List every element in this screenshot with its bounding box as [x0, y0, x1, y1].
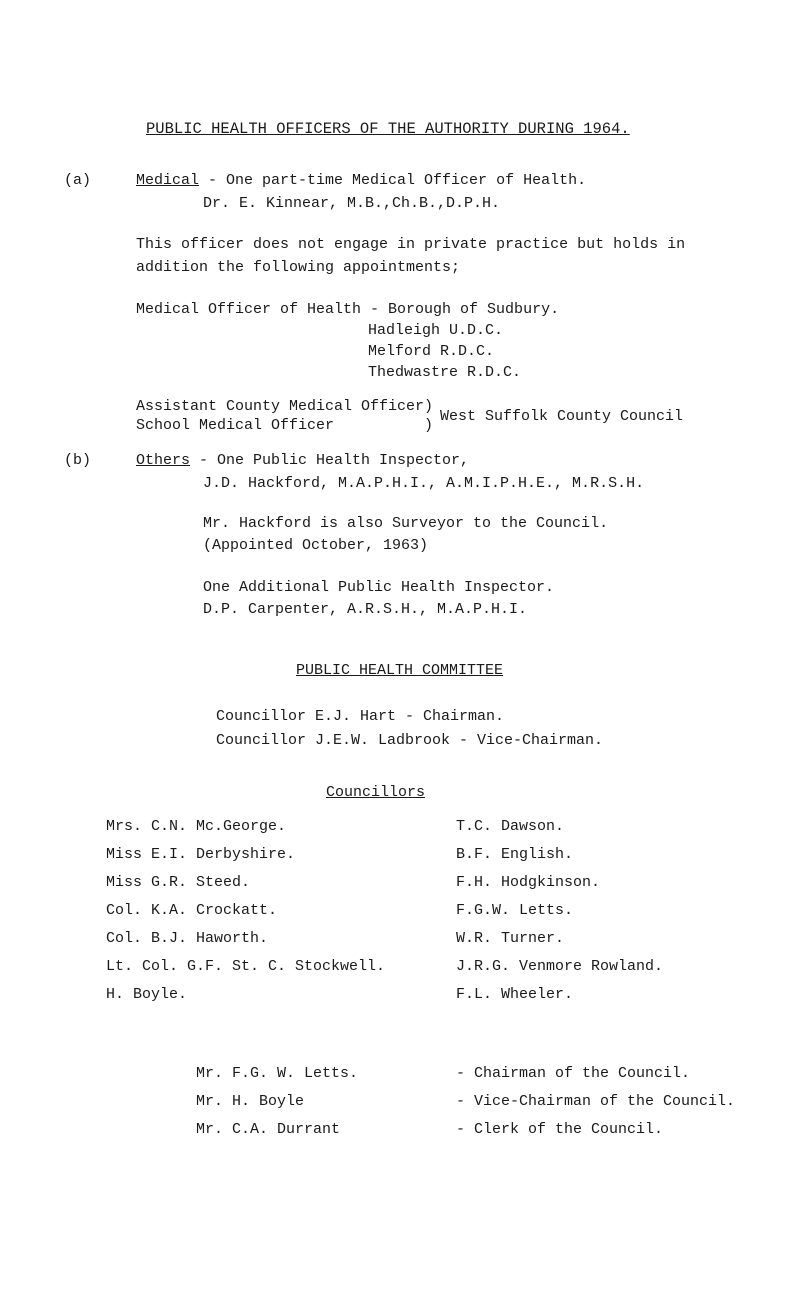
councillor-left: Col. B.J. Haworth.: [106, 930, 269, 947]
councillor-right: F.G.W. Letts.: [456, 902, 574, 919]
council-officer-role: - Clerk of the Council.: [456, 1121, 664, 1138]
section-b-line1-text: - One Public Health Inspector,: [190, 452, 470, 469]
councillor-right: J.R.G. Venmore Rowland.: [456, 958, 664, 975]
council-officer-name: Mr. H. Boyle: [196, 1093, 305, 1110]
section-b-line1: [136, 452, 469, 470]
moh-appointment: Medical Officer of Health - Borough of Sudbury.: [136, 301, 560, 318]
page-title: PUBLIC HEALTH OFFICERS OF THE AUTHORITY DURING 1964.: [146, 120, 630, 138]
additional-inspector-name: D.P. Carpenter, A.R.S.H., M.A.P.H.I.: [203, 601, 528, 618]
section-a-marker: (a): [64, 172, 92, 189]
councillor-left: Miss E.I. Derbyshire.: [106, 846, 296, 863]
section-a-heading: Medical: [136, 172, 200, 189]
appointed-note: (Appointed October, 1963): [203, 537, 429, 554]
moh-appointment-item: Hadleigh U.D.C.: [368, 322, 504, 339]
additional-inspector: One Additional Public Health Inspector.: [203, 579, 555, 596]
councillor-right: T.C. Dawson.: [456, 818, 565, 835]
councillor-right: B.F. English.: [456, 846, 574, 863]
councillor-right: F.L. Wheeler.: [456, 986, 574, 1003]
council-officer-role: - Vice-Chairman of the Council.: [456, 1093, 736, 1110]
para-line-1: This officer does not engage in private practice but holds in: [136, 236, 686, 253]
assistant-council: West Suffolk County Council: [440, 408, 684, 425]
surveyor-note: Mr. Hackford is also Surveyor to the Council.: [203, 515, 609, 532]
committee-chairman: Councillor E.J. Hart - Chairman.: [216, 708, 505, 725]
para-line-2: addition the following appointments;: [136, 259, 461, 276]
council-officer-role: - Chairman of the Council.: [456, 1065, 691, 1082]
councillors-heading: Councillors: [326, 784, 426, 801]
section-a-line1: [136, 172, 586, 190]
moh-appointment-item: Melford R.D.C.: [368, 343, 495, 360]
committee-heading: PUBLIC HEALTH COMMITTEE: [296, 662, 504, 679]
councillor-right: W.R. Turner.: [456, 930, 565, 947]
councillor-left: Lt. Col. G.F. St. C. Stockwell.: [106, 958, 386, 975]
section-b-heading: Others: [136, 452, 191, 469]
assistant-role-2: School Medical Officer ): [136, 417, 434, 434]
section-a-line1-text: - One part-time Medical Officer of Health.: [199, 172, 587, 189]
councillor-left: H. Boyle.: [106, 986, 188, 1003]
moh-appointment-item: Thedwastre R.D.C.: [368, 364, 522, 381]
inspector-name: J.D. Hackford, M.A.P.H.I., A.M.I.P.H.E., M.R.S.H.: [203, 475, 645, 492]
assistant-role-1: Assistant County Medical Officer): [136, 398, 434, 415]
moh-name: Dr. E. Kinnear, M.B.,Ch.B.,D.P.H.: [203, 195, 501, 212]
committee-vice-chairman: Councillor J.E.W. Ladbrook - Vice-Chairman.: [216, 732, 604, 749]
council-officer-name: Mr. F.G. W. Letts.: [196, 1065, 359, 1082]
councillor-left: Mrs. C.N. Mc.George.: [106, 818, 287, 835]
councillor-right: F.H. Hodgkinson.: [456, 874, 601, 891]
councillor-left: Miss G.R. Steed.: [106, 874, 251, 891]
council-officer-name: Mr. C.A. Durrant: [196, 1121, 341, 1138]
section-b-marker: (b): [64, 452, 92, 469]
councillor-left: Col. K.A. Crockatt.: [106, 902, 278, 919]
